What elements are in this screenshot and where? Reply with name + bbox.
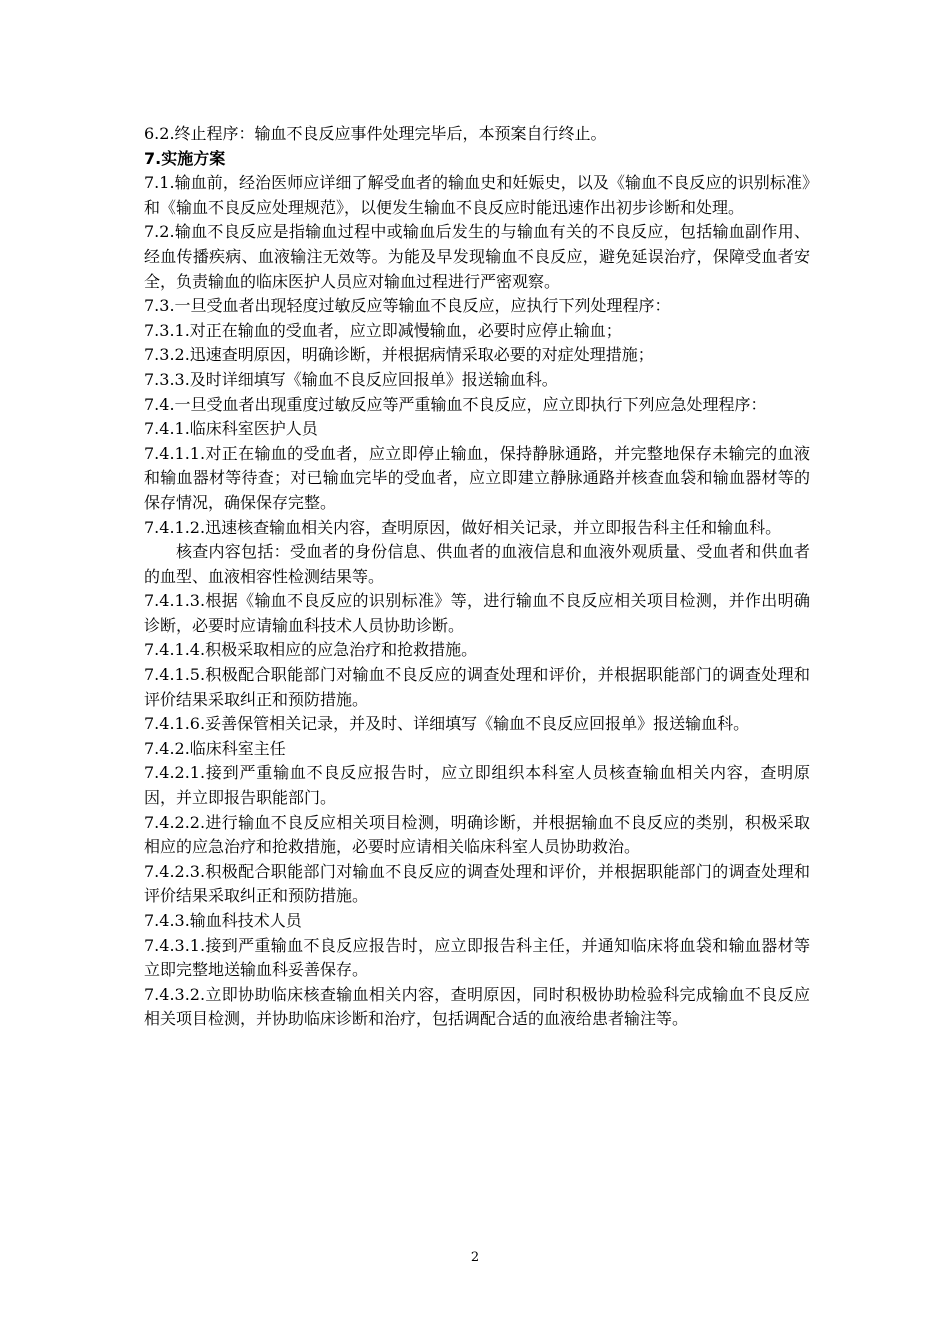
section-7-4-1-5: 7.4.1.5.积极配合职能部门对输血不良反应的调查处理和评价，并根据职能部门的调查处理和评价结果采取纠正和预防措施。 (144, 665, 810, 709)
section-7-4-3-2: 7.4.3.2.立即协助临床核查输血相关内容，查明原因，同时积极协助检验科完成输血不良反应相关项目检测，并协助临床诊断和治疗，包括调配合适的血液给患者输注等。 (144, 984, 810, 1029)
page-number: 2 (470, 1250, 480, 1265)
section-7-3-2: 7.3.2.迅速查明原因，明确诊断，并根据病情采取必要的对症处理措施； (144, 345, 654, 365)
check-content-note: 核查内容包括：受血者的身份信息、供血者的血液信息和血液外观质量、受血者和供血者的血型、血液相容性检测结果等。 (144, 542, 810, 586)
section-7-heading: 7.实施方案 (144, 148, 226, 168)
section-7-4-1-4: 7.4.1.4.积极采取相应的应急治疗和抢救措施。 (144, 640, 478, 660)
section-7-4-2-title: 7.4.2.临床科室主任 (144, 738, 286, 758)
section-7-3-3: 7.3.3.及时详细填写《输血不良反应回报单》报送输血科。 (144, 369, 558, 389)
section-7-4-2-1: 7.4.2.1.接到严重输血不良反应报告时，应立即组织本科室人员核查输血相关内容，查明原因，并立即报告职能部门。 (144, 763, 810, 808)
section-7-4-2-3: 7.4.2.3.积极配合职能部门对输血不良反应的调查处理和评价，并根据职能部门的调查处理和评价结果采取纠正和预防措施。 (144, 861, 810, 906)
section-7-4-1-2: 7.4.1.2.迅速核查输血相关内容，查明原因，做好相关记录，并立即报告科主任和输血科。 (144, 517, 782, 537)
section-7-4-1-title: 7.4.1.临床科室医护人员 (144, 419, 318, 439)
section-7-4-3-title: 7.4.3.输血科技术人员 (144, 911, 302, 930)
section-7-4-1-6: 7.4.1.6.妥善保管相关记录，并及时、详细填写《输血不良反应回报单》报送输血科。 (144, 714, 750, 734)
section-7-3-1: 7.3.1.对正在输血的受血者，应立即减慢输血，必要时应停止输血； (144, 320, 622, 340)
section-7-4: 7.4.一旦受血者出现重度过敏反应等严重输血不良反应，应立即执行下列应急处理程序： (144, 394, 767, 414)
section-6-2-termination: 6.2.终止程序：输血不良反应事件处理完毕后，本预案自行终止。 (144, 124, 607, 143)
section-7-4-3-1: 7.4.3.1.接到严重输血不良反应报告时，应立即报告科主任，并通知临床将血袋和输血器材等立即完整地送输血科妥善保存。 (144, 935, 810, 980)
section-7-3: 7.3.一旦受血者出现轻度过敏反应等输血不良反应，应执行下列处理程序： (144, 296, 671, 316)
document-body (144, 122, 810, 1032)
section-7-4-2-2: 7.4.2.2.进行输血不良反应相关项目检测，明确诊断，并根据输血不良反应的类别，积极采取相应的应急治疗和抢救措施，必要时应请相关临床科室人员协助救治。 (144, 812, 810, 857)
section-7-2: 7.2.输血不良反应是指输血过程中或输血后发生的与输血有关的不良反应，包括输血副作用、经血传播疾病、血液输注无效等。为能及早发现输血不良反应，避免延误治疗，保障受血者安全，负责输血的临床医护人员应对输血过程进行严密观察。 (144, 222, 810, 291)
section-7-4-1-1: 7.4.1.1.对正在输血的受血者，应立即停止输血，保持静脉通路，并完整地保存未输完的血液和输血器材等待查；对已输血完毕的受血者，应立即建立静脉通路并核查血袋和输血器材等的保存情况，确保保存完整。 (144, 443, 810, 512)
section-7-4-1-3: 7.4.1.3.根据《输血不良反应的识别标准》等，进行输血不良反应相关项目检测，并作出明确诊断，必要时应请输血科技术人员协助诊断。 (144, 591, 810, 635)
section-7-1: 7.1.输血前，经治医师应详细了解受血者的输血史和妊娠史，以及《输血不良反应的识别标准》和《输血不良反应处理规范》，以便发生输血不良反应时能迅速作出初步诊断和处理。 (144, 173, 810, 217)
